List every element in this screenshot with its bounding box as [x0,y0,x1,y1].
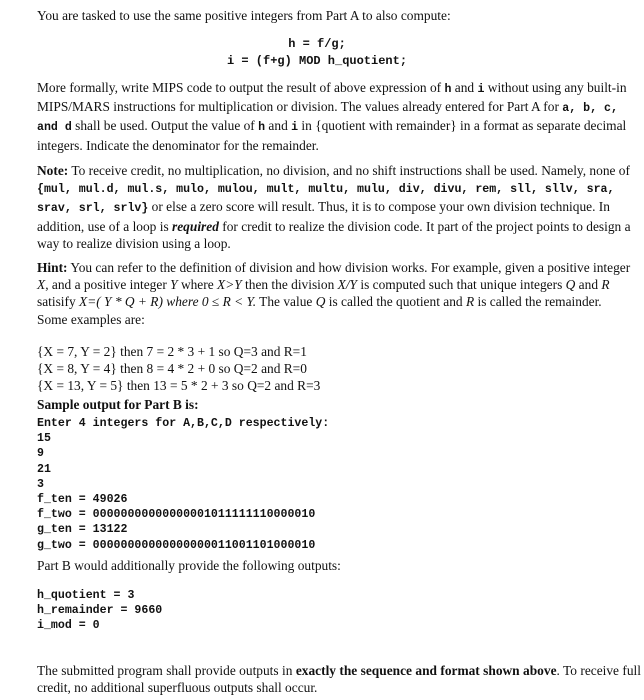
sample-console-output [37,416,329,553]
hint-text-2: , and a positive integer [45,277,171,293]
console-line: f_ten = 49026 [37,493,128,507]
example-item: {X = 8, Y = 4} then 8 = 4 * 2 + 0 so Q=2 and R=0 [37,361,307,376]
hint-text-10: is called the remainder. Some examples are: [37,294,602,327]
division-expr: X/Y [337,277,358,293]
formal-text-6: in {quotient with remainder} in a format as separate decimal integers. Indicate the denominator for the remainder. [37,118,627,153]
hint-text-9: is called the quotient and [325,294,466,310]
final-text-2: . To receive full credit, no additional superfluous outputs shall occur. [37,663,641,696]
hint-text-5: is computed such that unique integers [357,277,566,293]
console-line: 3 [37,477,44,491]
condition: X>Y [217,277,242,293]
hint-label: Hint: [37,260,68,275]
code-and-d: and d [37,121,72,135]
var-r-2: R [465,294,475,310]
console-line: 21 [37,462,51,476]
hint-text-6: and [575,277,602,293]
forbidden-instructions: {mul, mul.d, mul.s, mulo, mulou, mult, multu, mulu, div, divu, rem, sll, sllv, sra, srav, srl, srlv} [37,183,615,216]
note-text-1: To receive credit, no multiplication, no division, and no shift instructions shall be used. Namely, none of [68,163,630,178]
final-emphasis: exactly the sequence and format shown above [295,663,557,678]
console-line: Enter 4 integers for A,B,C,D respectively: [37,417,330,430]
code-vars: a, b, c, [562,102,618,116]
required-emphasis: required [172,218,219,234]
equation-h: h = f/g; [288,37,346,51]
final-paragraph [37,662,641,696]
note-label: Note: [37,163,69,178]
hint-paragraph [37,259,633,328]
formal-text-1: More formally, write MIPS code to output the result of above expression of [37,80,445,95]
formal-text-5: and [265,118,292,134]
equation-i: i = (f+g) MOD h_quotient; [226,54,408,68]
console-line: f_two = 00000000000000001011111110000010 [37,508,316,522]
output-line: i_mod = 0 [37,619,100,633]
hint-text-7: satisify [37,294,80,310]
part-b-outputs [37,588,162,634]
console-line: g_two = 00000000000000000011001101000010 [37,538,316,552]
hint-text-8: The value [256,294,316,310]
formal-text-2: and [451,80,478,95]
code-h-2: h [258,121,266,135]
example-item: {X = 13, Y = 5} then 13 = 5 * 2 + 3 so Q=2 and R=3 [37,378,321,393]
console-line: 9 [37,447,44,461]
code-i-2: i [291,121,299,135]
formal-paragraph [37,79,633,154]
console-line: g_ten = 13122 [37,523,128,537]
formal-text-3: without using any built-in MIPS/MARS instructions for multiplication or division. The values already entered for Part A for [37,80,627,115]
output-line: h_quotient = 3 [37,589,135,602]
var-q-2: Q [315,294,326,310]
var-q: Q [565,277,576,293]
division-formula: X=( Y * Q + R) where 0 ≤ R < Y. [79,294,257,310]
sample-output-heading: Sample output for Part B is: [37,397,199,412]
hint-text-3: where [177,277,218,293]
intro-text: You are tasked to use the same positive integers from Part A to also compute: [37,8,451,23]
note-text-2: or else a zero score will result. Thus, it is to compose your own division technique. In addition, use of a loop is [37,199,610,234]
example-item: {X = 7, Y = 2} then 7 = 2 * 3 + 1 so Q=3 and R=1 [37,344,307,359]
code-i: i [477,83,485,96]
console-line: 15 [37,432,51,446]
examples-list [37,343,320,394]
final-text-1: The submitted program shall provide outputs in [37,663,296,678]
note-text-3: for credit to realize the division code. It part of the project points to design a way to realize division using a loop. [37,218,631,251]
var-y: Y [170,277,178,293]
formal-text-4: shall be used. Output the value of [71,118,259,134]
code-h: h [444,83,452,96]
var-r: R [601,277,610,293]
note-paragraph [37,162,633,252]
hint-text-1: You can refer to the definition of division and how division works. For example, given a positive integer [67,260,631,275]
output-line: h_remainder = 9660 [37,604,163,618]
part-b-outputs-intro: Part B would additionally provide the following outputs: [37,558,341,573]
var-x: X [37,277,46,293]
hint-text-4: then the division [241,277,338,293]
